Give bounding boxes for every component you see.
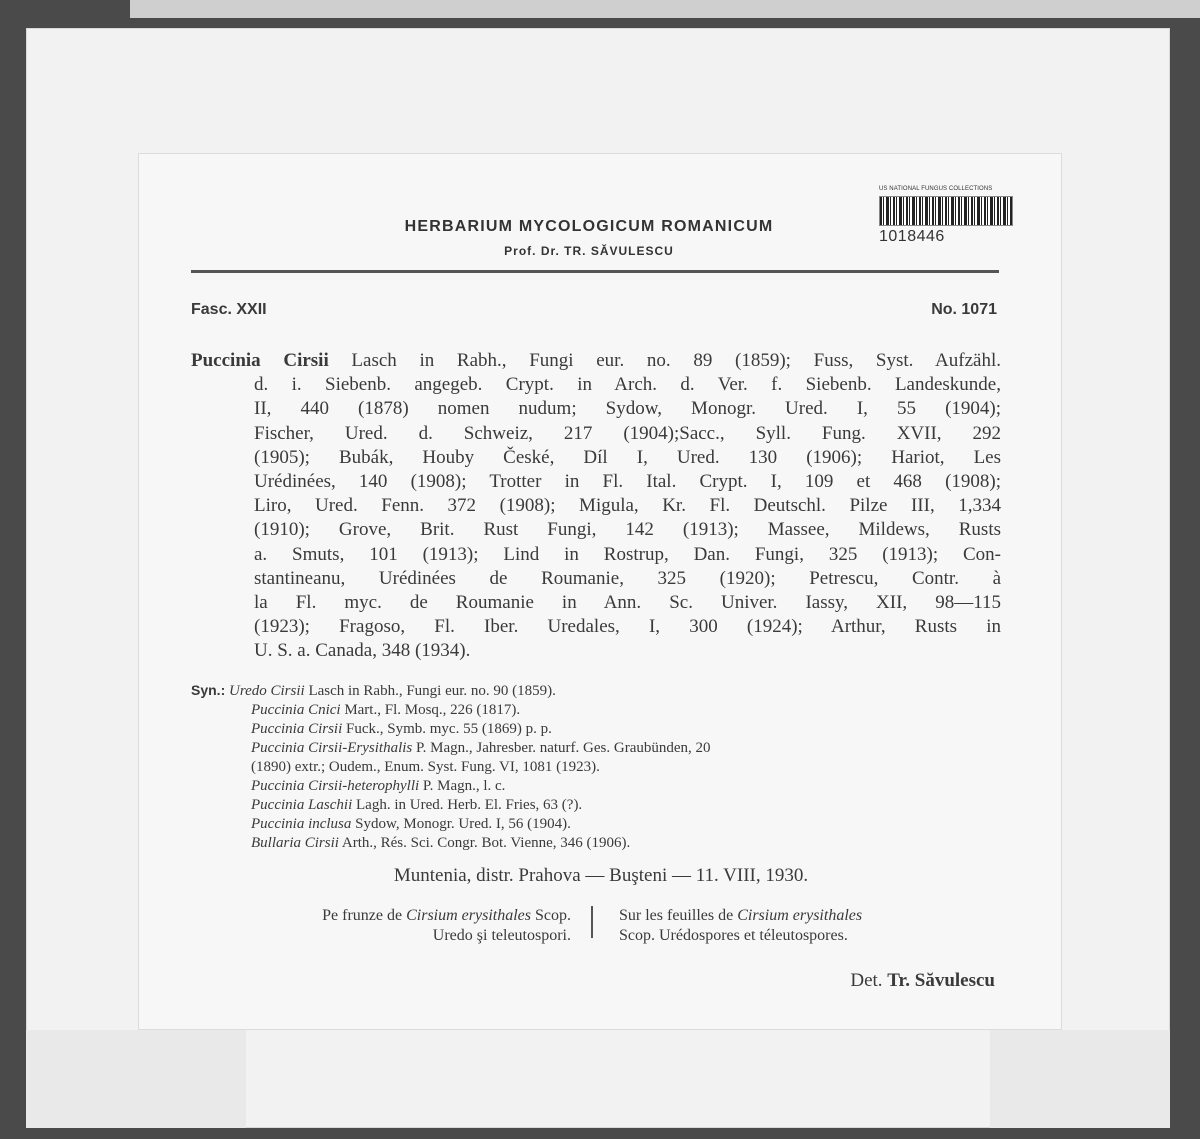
host-ro-spores: Uredo şi teleutospori. <box>432 927 571 944</box>
herbarium-subtitle: Prof. Dr. TR. SĂVULESCU <box>504 244 674 258</box>
citation-line: Liro, Ured. Fenn. 372 (1908); Migula, Kr. Fl. Deutschl. Pilze III, 1,334 <box>254 495 1001 517</box>
host-romanian <box>191 906 571 946</box>
host-divider <box>591 906 593 938</box>
synonym-reference: Lasch in Rabh., Fungi eur. no. 90 (1859). <box>304 683 556 699</box>
synonym-reference: Sydow, Monogr. Ured. I, 56 (1904). <box>351 816 571 832</box>
citation-line: Fischer, Ured. d. Schweiz, 217 (1904);Sacc., Syll. Fung. XVII, 292 <box>254 422 1001 444</box>
host-french <box>619 906 999 946</box>
synonym-reference: (1890) extr.; Oudem., Enum. Syst. Fung. VI, 1081 (1923). <box>251 759 600 775</box>
specimen-number: No. 1071 <box>931 301 997 318</box>
citation-line: U. S. a. Canada, 348 (1934). <box>254 640 471 662</box>
synonym-reference: Mart., Fl. Mosq., 226 (1817). <box>340 702 521 718</box>
herbarium-title: HERBARIUM MYCOLOGICUM ROMANICUM <box>404 218 774 235</box>
collection-locality: Muntenia, distr. Prahova — Buşteni — 11. VIII, 1930. <box>393 865 809 886</box>
synonym-name: Puccinia Cirsii <box>251 721 343 737</box>
synonym-name: Bullaria Cirsii <box>251 835 339 851</box>
host-fr-species: Cirsium erysithales <box>737 907 863 924</box>
citation-line: Urédinées, 140 (1908); Trotter in Fl. Ital. Crypt. I, 109 et 468 (1908); <box>254 471 1001 493</box>
synonym-reference: P. Magn., l. c. <box>419 778 506 794</box>
synonym-reference: Arth., Rés. Sci. Congr. Bot. Vienne, 346 (1906). <box>338 835 631 851</box>
host-ro-prefix: Pe frunze de <box>322 907 407 924</box>
species-name: Puccinia Cirsii <box>191 350 329 371</box>
synonyms-label: Syn.: <box>191 682 226 698</box>
host-ro-species: Cirsium erysithales <box>406 907 531 924</box>
packet-flap-left <box>26 1030 246 1128</box>
citation-line: a. Smuts, 101 (1913); Lind in Rostrup, Dan. Fungi, 325 (1913); Con- <box>254 543 1001 565</box>
fascicle-label: Fasc. XXII <box>191 301 267 318</box>
herbarium-label <box>138 153 1062 1030</box>
host-fr-prefix: Sur les feuilles de <box>619 907 738 924</box>
header-rule <box>191 270 999 273</box>
synonym-name: Puccinia Laschii <box>251 797 353 813</box>
synonym-reference: Fuck., Symb. myc. 55 (1869) p. p. <box>342 721 552 737</box>
barcode-caption: US NATIONAL FUNGUS COLLECTIONS <box>879 186 993 192</box>
synonym-name: Uredo Cirsii <box>228 683 305 699</box>
background-top-strip <box>130 0 1200 18</box>
determiner <box>850 970 995 992</box>
synonym-name: Puccinia inclusa <box>251 816 352 832</box>
barcode-number: 1018446 <box>879 228 945 245</box>
determiner-name: Tr. Săvulescu <box>887 970 995 991</box>
citation-line: la Fl. myc. de Roumanie in Ann. Sc. Univer. Iassy, XII, 98—115 <box>254 592 1001 614</box>
synonym-name: Puccinia Cirsii-heterophylli <box>251 778 420 794</box>
synonyms-block <box>191 681 1001 853</box>
synonym-name: Puccinia Cirsii-Erysithalis <box>251 740 413 756</box>
citation-line: II, 440 (1878) nomen nudum; Sydow, Monogr. Ured. I, 55 (1904); <box>254 398 1001 420</box>
synonym-reference: Lagh. in Ured. Herb. El. Fries, 63 (?). <box>352 797 583 813</box>
citation-line: (1923); Fragoso, Fl. Iber. Uredales, I, 300 (1924); Arthur, Rusts in <box>254 616 1001 638</box>
host-fr-spores: Scop. Urédospores et téleutospores. <box>619 927 848 944</box>
citation-line: Lasch in Rabh., Fungi eur. no. 89 (1859); Fuss, Syst. Aufzähl. <box>328 350 1001 371</box>
synonym-name: Puccinia Cnici <box>251 702 341 718</box>
citation-line: stantineanu, Urédinées de Roumanie, 325 (1920); Petrescu, Contr. à <box>254 567 1001 589</box>
citation-line: (1910); Grove, Brit. Rust Fungi, 142 (1913); Massee, Mildews, Rusts <box>254 519 1001 541</box>
synonym-reference: P. Magn., Jahresber. naturf. Ges. Graubünden, 20 <box>412 740 711 756</box>
species-citation <box>191 349 1001 664</box>
determiner-prefix: Det. <box>850 970 888 991</box>
citation-line: (1905); Bubák, Houby České, Díl I, Ured. 130 (1906); Hariot, Les <box>254 446 1001 468</box>
citation-line: d. i. Siebenb. angegeb. Crypt. in Arch. d. Ver. f. Siebenb. Landeskunde, <box>254 374 1001 396</box>
host-ro-suffix: Scop. <box>531 907 571 924</box>
packet-flap-right <box>990 1030 1170 1128</box>
